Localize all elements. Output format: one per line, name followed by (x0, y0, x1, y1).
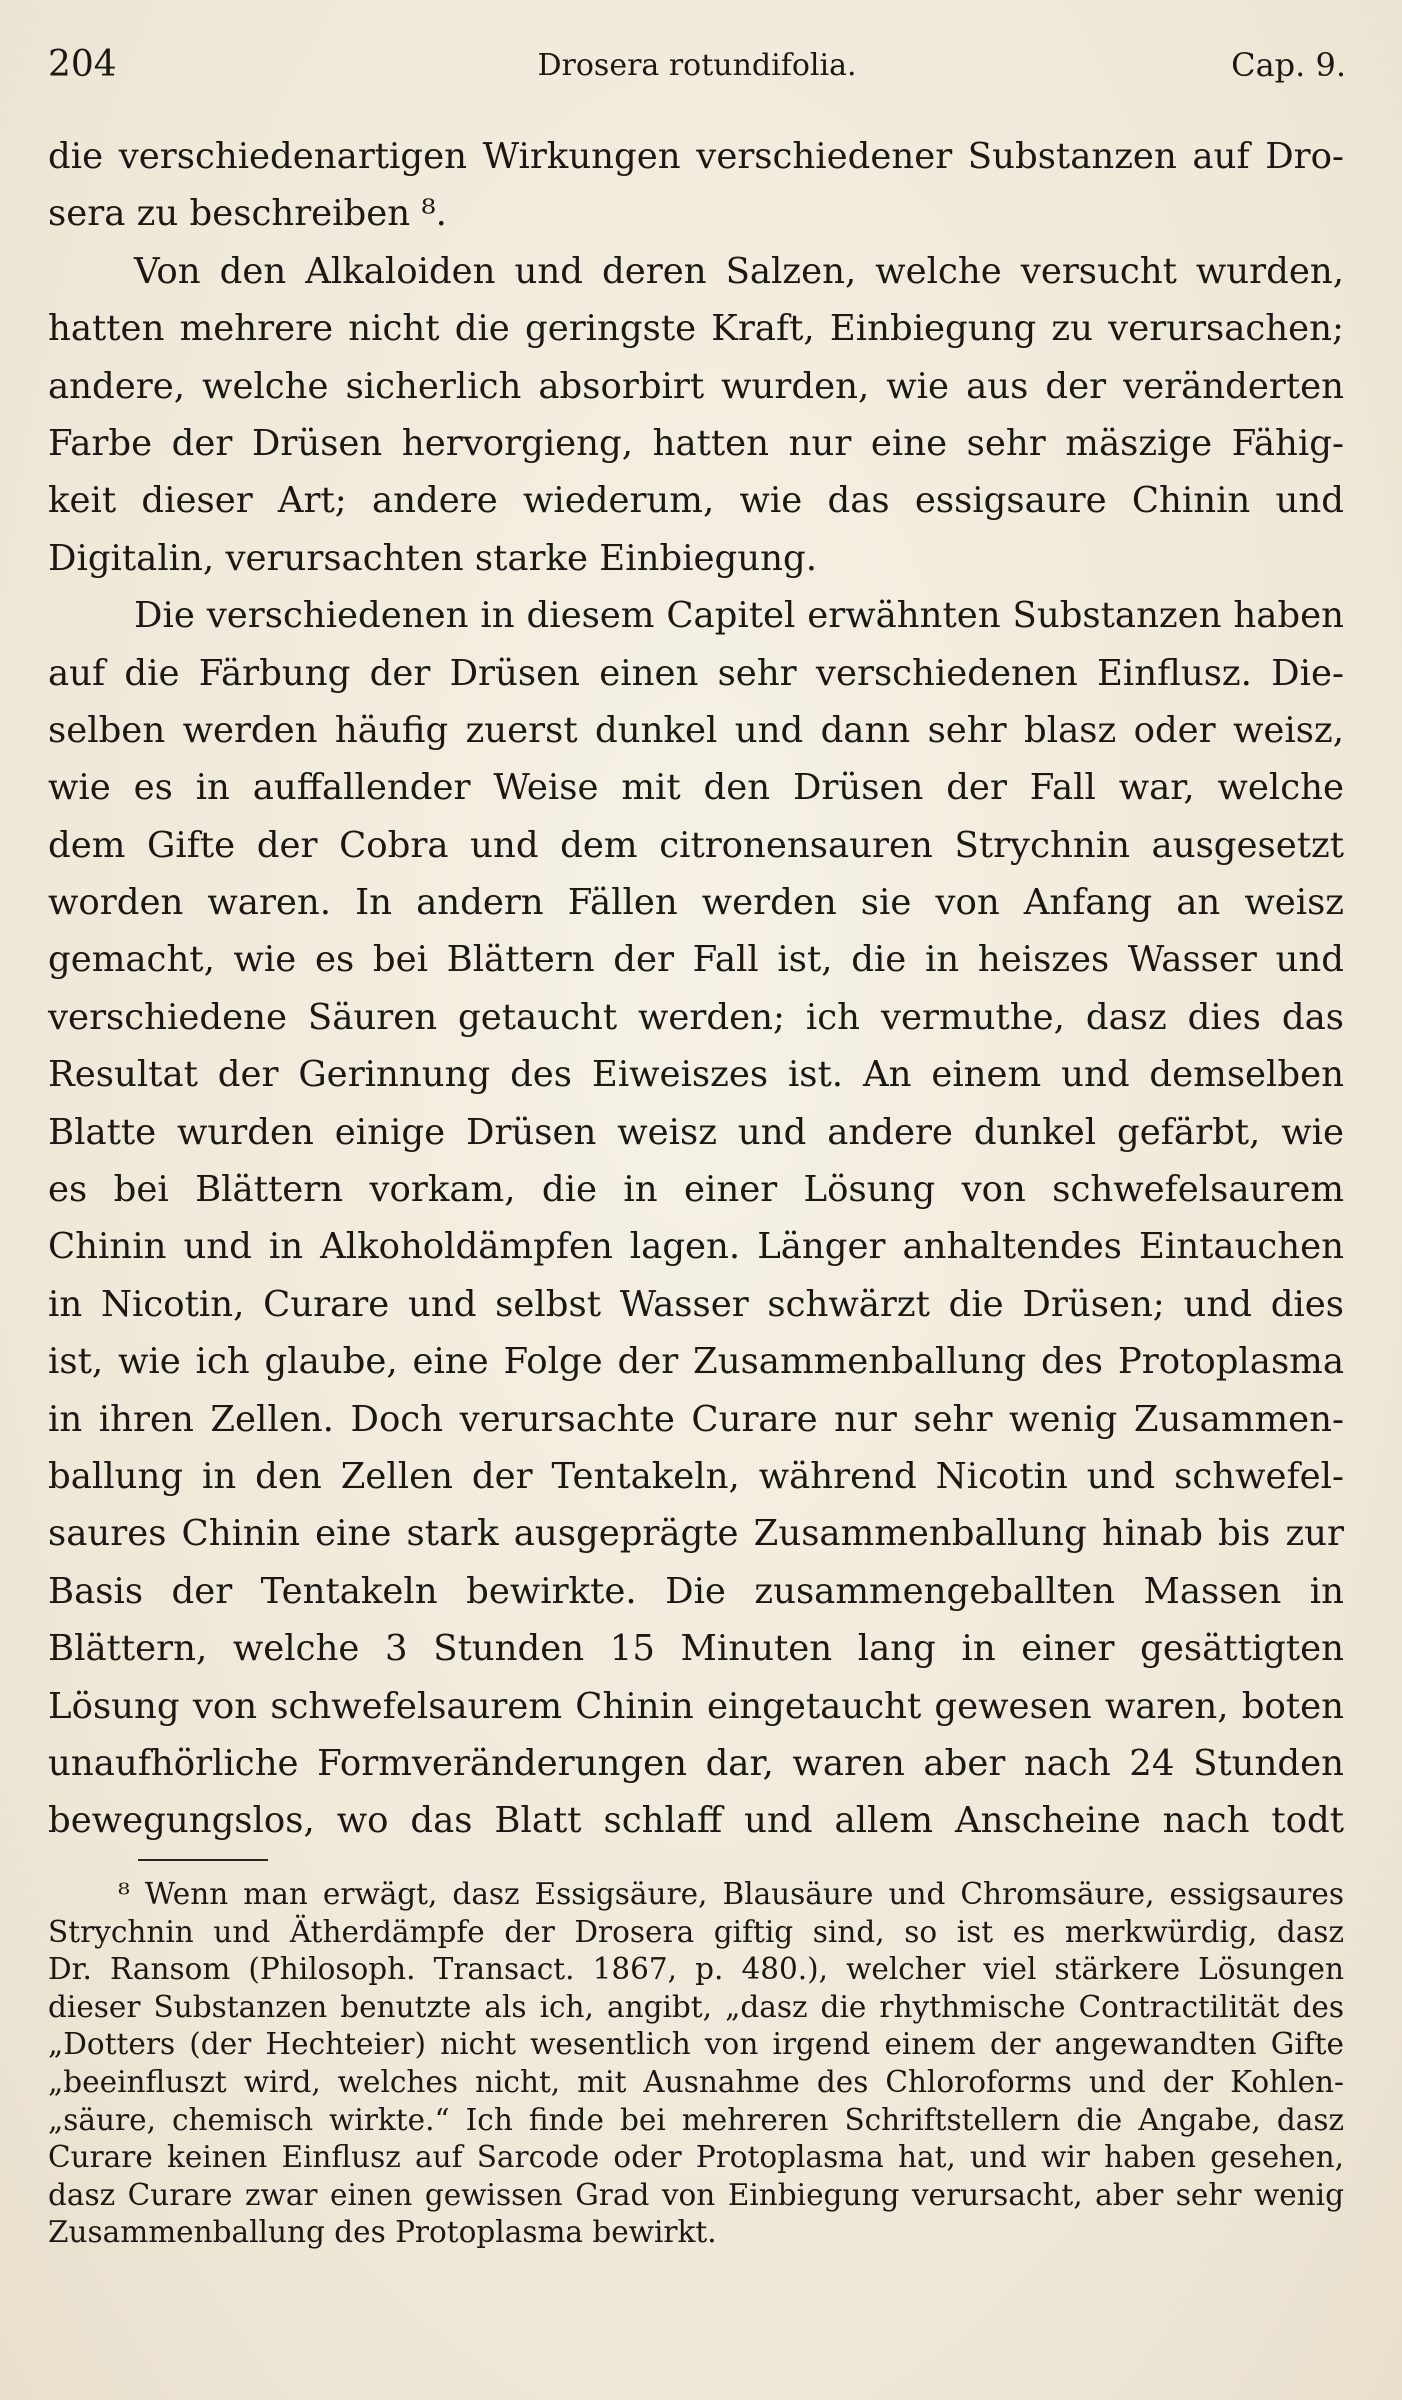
text-line: verschiedene Säuren getaucht werden; ich vermuthe, dasz dies das (48, 996, 1344, 1038)
text-line: keit dieser Art; andere wiederum, wie das essigsaure Chinin und (48, 480, 1344, 522)
footnote-line: Zusammenballung des Protoplasma bewirkt. (48, 2215, 717, 2250)
footnote-line: Curare keinen Einflusz auf Sarcode oder Protoplasma hat, und wir haben gesehen, (48, 2140, 1344, 2175)
footnote-line: „Dotters (der Hechteier) nicht wesentlich von irgend einem der angewandten Gifte (48, 2027, 1344, 2062)
footnote-line: Dr. Ransom (Philosoph. Transact. 1867, p. 480.), welcher viel stärkere Lösungen (48, 1952, 1344, 1987)
text-line: selben werden häufig zuerst dunkel und dann sehr blasz oder weisz, (48, 709, 1344, 751)
footnote-line: Strychnin und Ätherdämpfe der Drosera giftig sind, so ist es merkwürdig, dasz (48, 1914, 1344, 1949)
text-line: Von den Alkaloiden und deren Salzen, welche versucht wurden, (134, 250, 1344, 292)
running-header (48, 44, 1346, 94)
text-line: wie es in auffallender Weise mit den Drüsen der Fall war, welche (48, 767, 1344, 809)
footnote-line: dasz Curare zwar einen gewissen Grad von Einbiegung verursacht, aber sehr wenig (48, 2177, 1344, 2212)
text-line: Digitalin, verursachten starke Einbiegung. (48, 537, 817, 579)
text-line: Blättern, welche 3 Stunden 15 Minuten lang in einer gesättigten (48, 1628, 1344, 1670)
text-line: sera zu beschreiben ⁸. (48, 193, 447, 235)
text-line: Basis der Tentakeln bewirkte. Die zusammengeballten Massen in (48, 1570, 1344, 1612)
running-title: Drosera rotundifolia. (537, 48, 857, 83)
text-line: ist, wie ich glaube, eine Folge der Zusammenballung des Protoplasma (48, 1341, 1344, 1383)
text-line: in Nicotin, Curare und selbst Wasser schwärzt die Drüsen; und dies (48, 1283, 1344, 1325)
text-line: Resultat der Gerinnung des Eiweiszes ist. An einem und demselben (48, 1054, 1344, 1096)
footnote-rule (138, 1859, 268, 1861)
text-line: Lösung von schwefelsaurem Chinin eingetaucht gewesen waren, boten (48, 1685, 1344, 1727)
page-number: 204 (48, 44, 117, 85)
text-line: Farbe der Drüsen hervorgieng, hatten nur eine sehr mäszige Fähig- (48, 422, 1344, 464)
text-line: Die verschiedenen in diesem Capitel erwähnten Substanzen haben (134, 595, 1344, 637)
text-line: ballung in den Zellen der Tentakeln, während Nicotin und schwefel- (48, 1455, 1344, 1497)
text-line: worden waren. In andern Fällen werden sie von Anfang an weisz (48, 882, 1344, 924)
footnote-line: dieser Substanzen benutzte als ich, angibt, „dasz die rhythmische Contractilität des (48, 1989, 1344, 2024)
text-line: Blatte wurden einige Drüsen weisz und andere dunkel gefärbt, wie (48, 1111, 1344, 1153)
text-line: auf die Färbung der Drüsen einen sehr verschiedenen Einflusz. Die- (48, 652, 1344, 694)
footnote-line: „beeinfluszt wird, welches nicht, mit Ausnahme des Chloroforms und der Kohlen- (48, 2064, 1344, 2099)
main-text (48, 128, 1344, 1850)
text-line: dem Gifte der Cobra und dem citronensauren Strychnin ausgesetzt (48, 824, 1344, 866)
text-line: Chinin und in Alkoholdämpfen lagen. Länger anhaltendes Eintauchen (48, 1226, 1344, 1268)
text-line: es bei Blättern vorkam, die in einer Lösung von schwefelsaurem (48, 1169, 1344, 1211)
text-line: andere, welche sicherlich absorbirt wurden, wie aus der veränderten (48, 365, 1344, 407)
text-line: bewegungslos, wo das Blatt schlaff und allem Anscheine nach todt (48, 1800, 1344, 1842)
text-line: hatten mehrere nicht die geringste Kraft, Einbiegung zu verursachen; (48, 308, 1344, 350)
text-line: in ihren Zellen. Doch verursachte Curare nur sehr wenig Zusammen- (48, 1398, 1344, 1440)
text-line: gemacht, wie es bei Blättern der Fall ist, die in heiszes Wasser und (48, 939, 1344, 981)
text-line: saures Chinin eine stark ausgeprägte Zusammenballung hinab bis zur (48, 1513, 1344, 1555)
text-line: unaufhörliche Formveränderungen dar, waren aber nach 24 Stunden (48, 1742, 1344, 1784)
footnotes (48, 1876, 1344, 2252)
text-line: die verschiedenartigen Wirkungen verschiedener Substanzen auf Dro- (48, 136, 1344, 177)
footnote-line: ⁸ Wenn man erwägt, dasz Essigsäure, Blausäure und Chromsäure, essigsaures (118, 1877, 1344, 1911)
footnote-line: „säure, chemisch wirkte.“ Ich finde bei mehreren Schriftstellern die Angabe, dasz (48, 2102, 1344, 2137)
chapter-label: Cap. 9. (1231, 46, 1346, 84)
